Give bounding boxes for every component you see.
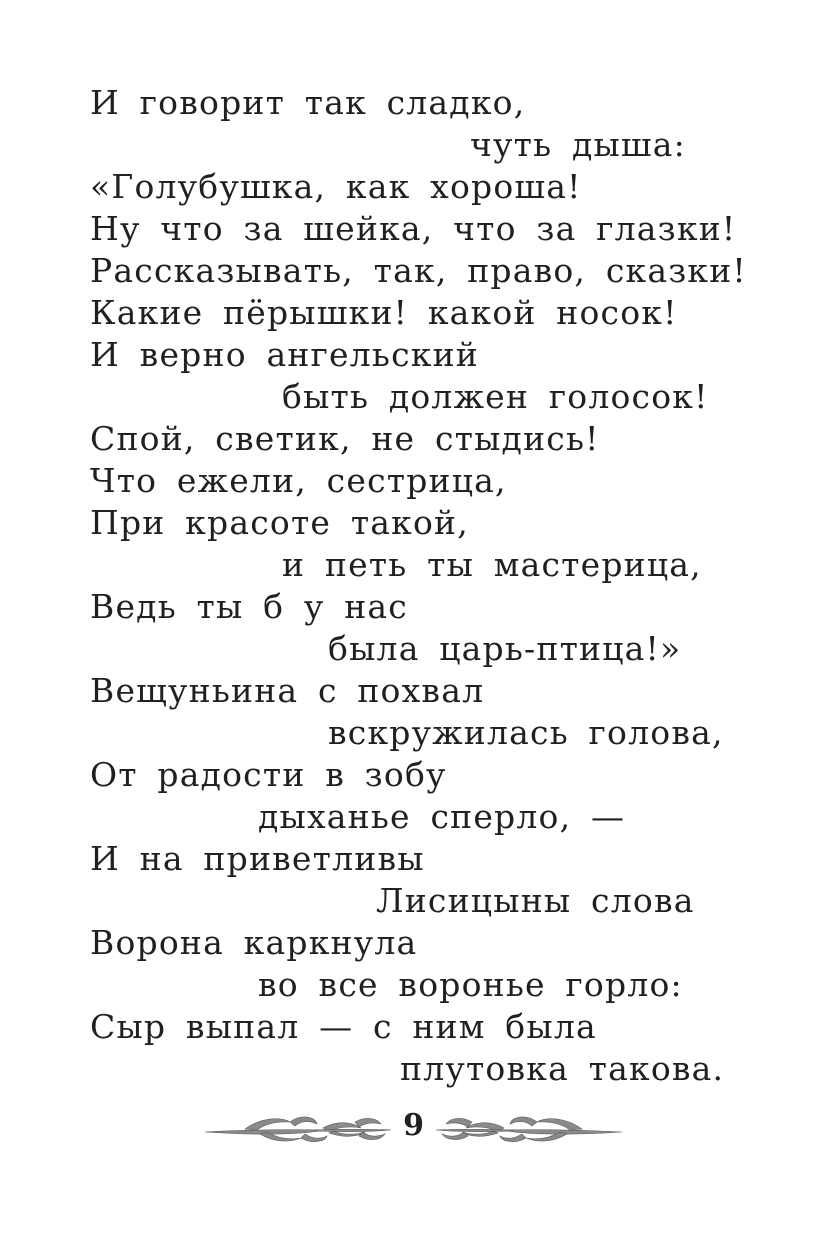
poem-line: Ну что за шейка, что за глазки! <box>90 209 737 248</box>
page-number: 9 <box>403 1108 424 1143</box>
poem-line: И верно ангельский <box>90 335 479 374</box>
page-footer <box>0 1100 827 1160</box>
poem-line: Лисицыны слова <box>376 881 695 920</box>
poem-line: И говорит так сладко, <box>90 83 526 122</box>
poem-line: и петь ты мастерица, <box>282 545 702 584</box>
poem-line: вскружилась голова, <box>328 713 724 752</box>
poem-line: быть должен голосок! <box>282 377 709 416</box>
poem-line: От радости в зобу <box>90 755 447 794</box>
poem-line: Что ежели, сестрица, <box>90 461 507 500</box>
poem-line: Сыр выпал — с ним была <box>90 1007 597 1046</box>
poem-line: Вещуньина с похвал <box>90 671 485 710</box>
poem-line: Ворона каркнула <box>90 923 418 962</box>
poem-line: Рассказывать, так, право, сказки! <box>90 251 747 290</box>
poem-line: чуть дыша: <box>470 125 687 164</box>
poem-line: «Голубушка, как хороша! <box>90 167 582 206</box>
poem-line: Какие пёрышки! какой носок! <box>90 293 678 332</box>
poem-line: Ведь ты б у нас <box>90 587 408 626</box>
poem-line: дыханье сперло, — <box>258 797 626 836</box>
poem-line: И на приветливы <box>90 839 425 878</box>
poem-line: Спой, светик, не стыдись! <box>90 419 600 458</box>
flourish-right-icon <box>436 1110 622 1148</box>
poem-line: плутовка такова. <box>400 1049 725 1088</box>
poem-line: во все воронье горло: <box>258 965 683 1004</box>
poem-line: При красоте такой, <box>90 503 469 542</box>
poem-line: была царь-птица!» <box>328 629 682 668</box>
